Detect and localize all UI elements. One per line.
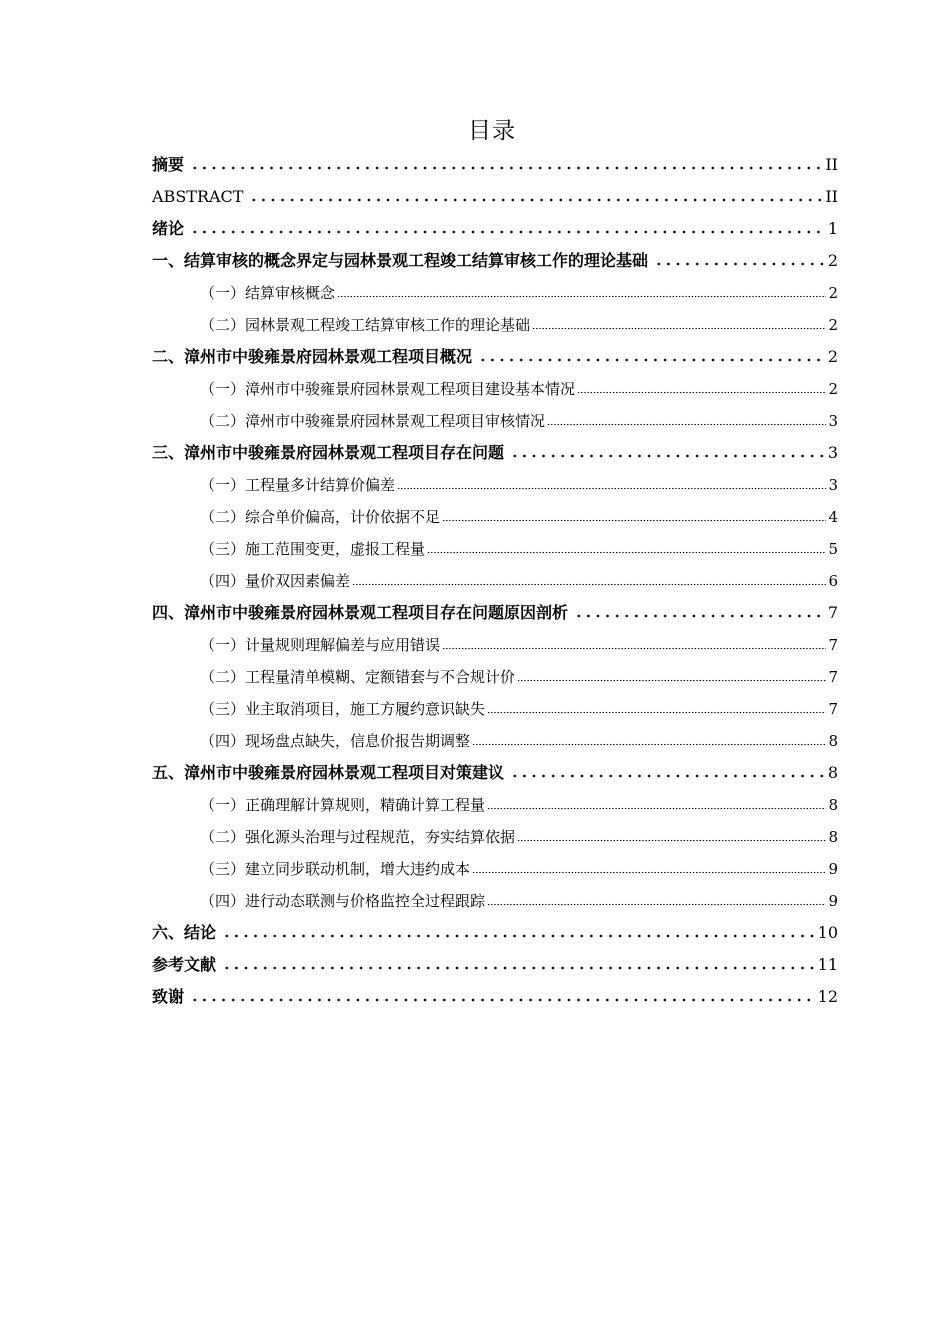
toc-entry-page-number: 3 bbox=[827, 443, 838, 462]
dot-leader bbox=[247, 198, 821, 202]
toc-entry-page-number: 3 bbox=[828, 412, 838, 430]
toc-entry[interactable] bbox=[152, 344, 838, 376]
dot-leader bbox=[427, 551, 826, 554]
toc-entry-page-number: 8 bbox=[828, 828, 838, 846]
toc-entry-title: （四）量价双因素偏差 bbox=[200, 572, 351, 590]
toc-entry-title: 四、漳州市中骏雍景府园林景观工程项目存在问题原因剖析 bbox=[152, 603, 569, 622]
toc-entry[interactable] bbox=[152, 728, 838, 760]
toc-entry-title: 绪论 bbox=[152, 219, 185, 238]
toc-entry-page-number: 7 bbox=[828, 700, 838, 718]
toc-entry-page-number: 6 bbox=[828, 572, 838, 590]
toc-entry-title: （一）工程量多计结算价偏差 bbox=[200, 476, 396, 494]
toc-entry[interactable] bbox=[152, 312, 838, 344]
toc-entry-page-number: 12 bbox=[817, 987, 838, 1006]
toc-entry[interactable] bbox=[152, 920, 838, 952]
toc-entry-title: 参考文献 bbox=[152, 955, 217, 974]
toc-entry-page-number: 5 bbox=[828, 540, 838, 558]
toc-entry[interactable] bbox=[152, 568, 838, 600]
toc-entry-page-number: II bbox=[825, 155, 838, 174]
toc-entry-page-number: 7 bbox=[828, 636, 838, 654]
toc-entry-page-number: 2 bbox=[828, 316, 838, 334]
toc-entry[interactable] bbox=[152, 536, 838, 568]
toc-entry-page-number: 2 bbox=[827, 347, 838, 366]
table-of-contents bbox=[152, 152, 838, 1016]
toc-entry-title: （四）现场盘点缺失，信息价报告期调整 bbox=[200, 732, 471, 750]
toc-entry[interactable] bbox=[152, 792, 838, 824]
toc-title: 目录 bbox=[468, 118, 516, 144]
toc-entry[interactable] bbox=[152, 664, 838, 696]
dot-leader bbox=[472, 871, 826, 874]
toc-entry-title: （二）园林景观工程竣工结算审核工作的理论基础 bbox=[200, 316, 531, 334]
dot-leader bbox=[220, 934, 814, 938]
toc-entry-page-number: 1 bbox=[827, 219, 838, 238]
dot-leader bbox=[508, 774, 824, 778]
dot-leader bbox=[476, 358, 824, 362]
toc-entry[interactable] bbox=[152, 760, 838, 792]
dot-leader bbox=[547, 423, 826, 426]
toc-entry[interactable] bbox=[152, 376, 838, 408]
toc-entry[interactable] bbox=[152, 504, 838, 536]
toc-entry-title: 摘要 bbox=[152, 155, 185, 174]
toc-entry-title: 致谢 bbox=[152, 987, 185, 1006]
toc-entry[interactable] bbox=[152, 600, 838, 632]
toc-entry-title: 一、结算审核的概念界定与园林景观工程竣工结算审核工作的理论基础 bbox=[152, 251, 649, 270]
dot-leader bbox=[442, 519, 826, 522]
toc-entry[interactable] bbox=[152, 280, 838, 312]
toc-entry-page-number: 8 bbox=[828, 732, 838, 750]
toc-entry-page-number: II bbox=[825, 187, 838, 206]
toc-entry[interactable] bbox=[152, 696, 838, 728]
dot-leader bbox=[352, 583, 826, 586]
toc-entry[interactable] bbox=[152, 856, 838, 888]
toc-entry[interactable] bbox=[152, 184, 838, 216]
toc-entry-page-number: 4 bbox=[828, 508, 838, 526]
toc-entry-page-number: 3 bbox=[828, 476, 838, 494]
toc-entry-page-number: 11 bbox=[817, 955, 838, 974]
toc-entry[interactable] bbox=[152, 152, 838, 184]
toc-entry-title: （一）正确理解计算规则，精确计算工程量 bbox=[200, 796, 486, 814]
toc-entry-title: 三、漳州市中骏雍景府园林景观工程项目存在问题 bbox=[152, 443, 505, 462]
toc-entry-title: （二）强化源头治理与过程规范，夯实结算依据 bbox=[200, 828, 516, 846]
toc-entry-title: （三）施工范围变更，虚报工程量 bbox=[200, 540, 426, 558]
toc-entry-title: （二）工程量清单模糊、定额错套与不合规计价 bbox=[200, 668, 516, 686]
toc-entry-page-number: 8 bbox=[827, 763, 838, 782]
dot-leader bbox=[517, 679, 826, 682]
dot-leader bbox=[652, 262, 824, 266]
toc-entry-page-number: 9 bbox=[828, 892, 838, 910]
dot-leader bbox=[487, 711, 826, 714]
dot-leader bbox=[220, 966, 814, 970]
toc-entry[interactable] bbox=[152, 952, 838, 984]
toc-entry[interactable] bbox=[152, 824, 838, 856]
dot-leader bbox=[508, 454, 824, 458]
toc-entry-page-number: 7 bbox=[827, 603, 838, 622]
dot-leader bbox=[487, 807, 826, 810]
toc-entry-title: （二）综合单价偏高，计价依据不足 bbox=[200, 508, 441, 526]
dot-leader bbox=[442, 647, 826, 650]
toc-entry-page-number: 2 bbox=[828, 284, 838, 302]
toc-entry-title: （一）漳州市中骏雍景府园林景观工程项目建设基本情况 bbox=[200, 380, 576, 398]
toc-entry-title: 五、漳州市中骏雍景府园林景观工程项目对策建议 bbox=[152, 763, 505, 782]
dot-leader bbox=[472, 743, 826, 746]
toc-entry[interactable] bbox=[152, 248, 838, 280]
dot-leader bbox=[188, 166, 821, 170]
dot-leader bbox=[577, 391, 826, 394]
dot-leader bbox=[572, 614, 824, 618]
toc-entry[interactable] bbox=[152, 984, 838, 1016]
toc-entry-page-number: 10 bbox=[817, 923, 838, 942]
toc-entry-title: （一）计量规则理解偏差与应用错误 bbox=[200, 636, 441, 654]
toc-entry-title: （三）业主取消项目，施工方履约意识缺失 bbox=[200, 700, 486, 718]
toc-entry-page-number: 7 bbox=[828, 668, 838, 686]
dot-leader bbox=[188, 998, 814, 1002]
dot-leader bbox=[397, 487, 826, 490]
toc-entry-title: （二）漳州市中骏雍景府园林景观工程项目审核情况 bbox=[200, 412, 546, 430]
toc-entry-title: 二、漳州市中骏雍景府园林景观工程项目概况 bbox=[152, 347, 473, 366]
dot-leader bbox=[337, 295, 826, 298]
toc-entry-page-number: 9 bbox=[828, 860, 838, 878]
toc-entry-title: （三）建立同步联动机制，增大违约成本 bbox=[200, 860, 471, 878]
toc-entry[interactable] bbox=[152, 472, 838, 504]
toc-entry-page-number: 2 bbox=[827, 251, 838, 270]
toc-entry[interactable] bbox=[152, 888, 838, 920]
toc-entry-page-number: 2 bbox=[828, 380, 838, 398]
dot-leader bbox=[487, 903, 826, 906]
toc-entry-title: 六、结论 bbox=[152, 923, 217, 942]
toc-entry[interactable] bbox=[152, 216, 838, 248]
toc-entry-title: （一）结算审核概念 bbox=[200, 284, 336, 302]
toc-entry[interactable] bbox=[152, 632, 838, 664]
dot-leader bbox=[188, 230, 824, 234]
toc-entry-title: ABSTRACT bbox=[152, 187, 244, 206]
toc-entry-title: （四）进行动态联测与价格监控全过程跟踪 bbox=[200, 892, 486, 910]
toc-entry[interactable] bbox=[152, 440, 838, 472]
toc-entry-page-number: 8 bbox=[828, 796, 838, 814]
dot-leader bbox=[517, 839, 826, 842]
dot-leader bbox=[532, 327, 826, 330]
toc-entry[interactable] bbox=[152, 408, 838, 440]
